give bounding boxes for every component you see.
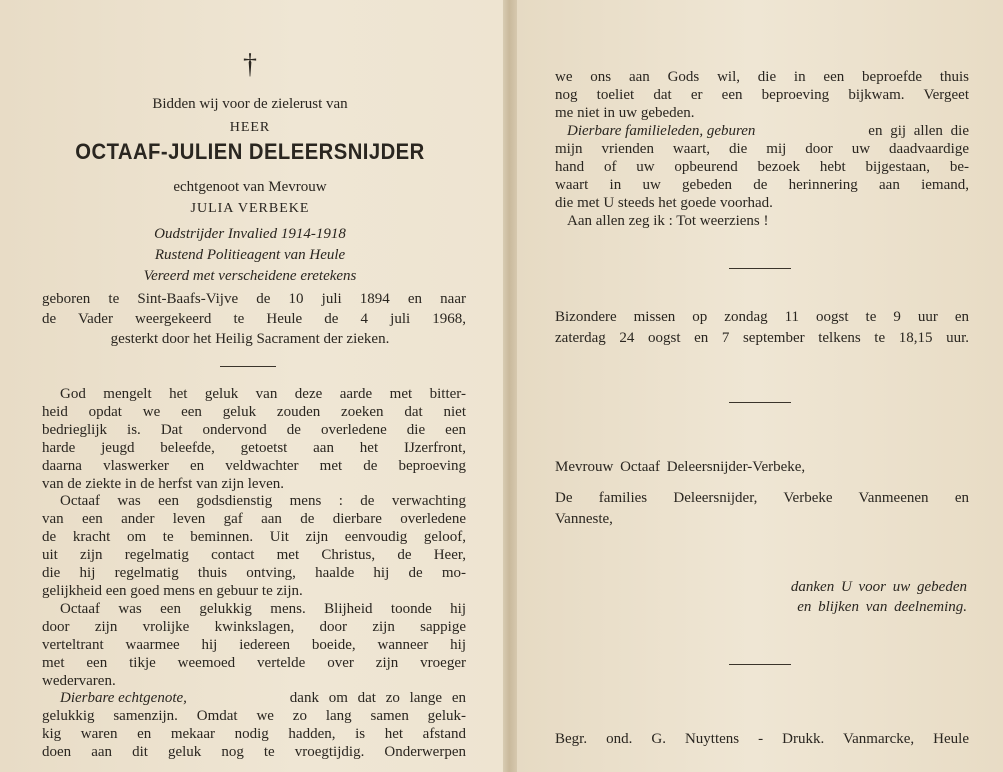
text-line: gelukkig samenzijn. Omdat we zo lang samen geluk- xyxy=(42,708,466,724)
text-line: mijn vrienden waart, die mij door uw daadvaardige xyxy=(555,141,969,157)
text-line: wedervaren. xyxy=(42,673,116,689)
card-fold xyxy=(503,0,517,772)
divider xyxy=(729,268,791,269)
address-lead: Dierbare familieleden, geburen xyxy=(567,123,756,139)
text-line: gelijkheid een goed mens en gebuur te zijn. xyxy=(42,583,303,599)
widow-name: Mevrouw Octaaf Deleersnijder-Verbeke, xyxy=(555,459,806,475)
families-line: De families Deleersnijder, Verbeke Vanmeenen en xyxy=(555,490,969,506)
text-line: hand of uw opbeurend bezoek hebt bijgestaan, be- xyxy=(555,159,969,175)
mass-line: Bizondere missen op zondag 11 oogst te 9 uur en xyxy=(555,309,969,325)
text-line: harde jeugd beleefde, getoetst aan het IJzerfront, xyxy=(42,440,466,456)
address-rest: en gij allen die xyxy=(868,123,969,139)
text-line: die hij regelmatig thuis ontving, haalde hij de mo- xyxy=(42,565,466,581)
text-line: kig waren en mekaar nodig hadden, is het afstand xyxy=(42,726,466,742)
text-line: de kracht om te beminnen. Uit zijn eenvoudig geloof, xyxy=(42,529,466,545)
honor-line: Oudstrijder Invalied 1914-1918 xyxy=(154,226,346,242)
divider xyxy=(729,402,791,403)
birth-line: gesterkt door het Heilig Sacrament der zieken. xyxy=(110,331,390,347)
text-line: Octaaf was een godsdienstig mens : de verwachting xyxy=(60,493,466,509)
text-line: daarna vlaswerker en veldwachter met de beproeving xyxy=(42,458,466,474)
text-line: heid opdat we een geluk zouden zoeken dat niet xyxy=(42,404,466,420)
printer-credit: Begr. ond. G. Nuyttens - Drukk. Vanmarcke, Heule xyxy=(555,731,969,747)
text-line: verteltrant waarmee hij iedereen boeide, wanneer hij xyxy=(42,637,466,653)
text-line: Octaaf was een gelukkig mens. Blijheid toonde hij xyxy=(60,601,466,617)
spouse-line: echtgenoot van Mevrouw xyxy=(173,179,327,195)
mass-line: zaterdag 24 oogst en 7 september telkens te 18,15 uur. xyxy=(555,330,969,346)
cross-icon: † xyxy=(243,49,257,80)
prayer-intro: Bidden wij voor de zielerust van xyxy=(152,96,348,112)
divider xyxy=(729,664,791,665)
text-line: God mengelt het geluk van deze aarde met bitter- xyxy=(60,386,466,402)
spouse-name: JULIA VERBEKE xyxy=(190,201,310,216)
birth-line: geboren te Sint-Baafs-Vijve de 10 juli 1894 en naar xyxy=(42,291,466,307)
text-line: door zijn vrolijke kwinkslagen, door zijn sappige xyxy=(42,619,466,635)
honor-line: Rustend Politieagent van Heule xyxy=(154,247,346,263)
thanks-line: danken U voor uw gebeden xyxy=(790,579,967,595)
text-line xyxy=(60,689,466,707)
text-line: we ons aan Gods wil, die in een beproefde thuis xyxy=(555,69,969,85)
farewell: Aan allen zeg ik : Tot weerziens ! xyxy=(567,213,769,229)
divider xyxy=(220,366,276,367)
text-line: bedrieglijk is. Dat ondervond de overledene die een xyxy=(42,422,466,438)
deceased-name: OCTAAF-JULIEN DELEERSNIJDER xyxy=(75,139,425,164)
honorific: HEER xyxy=(229,120,271,135)
address-lead: Dierbare echtgenote, xyxy=(60,690,187,706)
text-line: van de ziekte in de herfst van zijn leven. xyxy=(42,476,284,492)
text-line: met een tikje weemoed vertelde over zijn vroeger xyxy=(42,655,466,671)
text-line xyxy=(567,122,969,140)
honor-line: Vereerd met verscheidene eretekens xyxy=(143,268,357,284)
birth-line: de Vader weergekeerd te Heule de 4 juli 1968, xyxy=(42,311,466,327)
families-line: Vanneste, xyxy=(555,511,613,527)
text-line: me niet in uw gebeden. xyxy=(555,105,695,121)
thanks-line: en blijken van deelneming. xyxy=(797,599,967,615)
text-line: uit zijn regelmatig contact met Christus, de Heer, xyxy=(42,547,466,563)
text-line: nog toeliet dat er een beproeving bijkwam. Vergeet xyxy=(555,87,969,103)
text-line: waart in uw gebeden de herinnering aan iemand, xyxy=(555,177,969,193)
text-line: doen aan dit geluk nog te vroegtijdig. Onderwerpen xyxy=(42,744,466,760)
address-rest: dank om dat zo lange en xyxy=(289,690,466,706)
text-line: die met U steeds het goede voorhad. xyxy=(555,195,773,211)
text-line: van een ander leven gaf aan de dierbare overledene xyxy=(42,511,466,527)
